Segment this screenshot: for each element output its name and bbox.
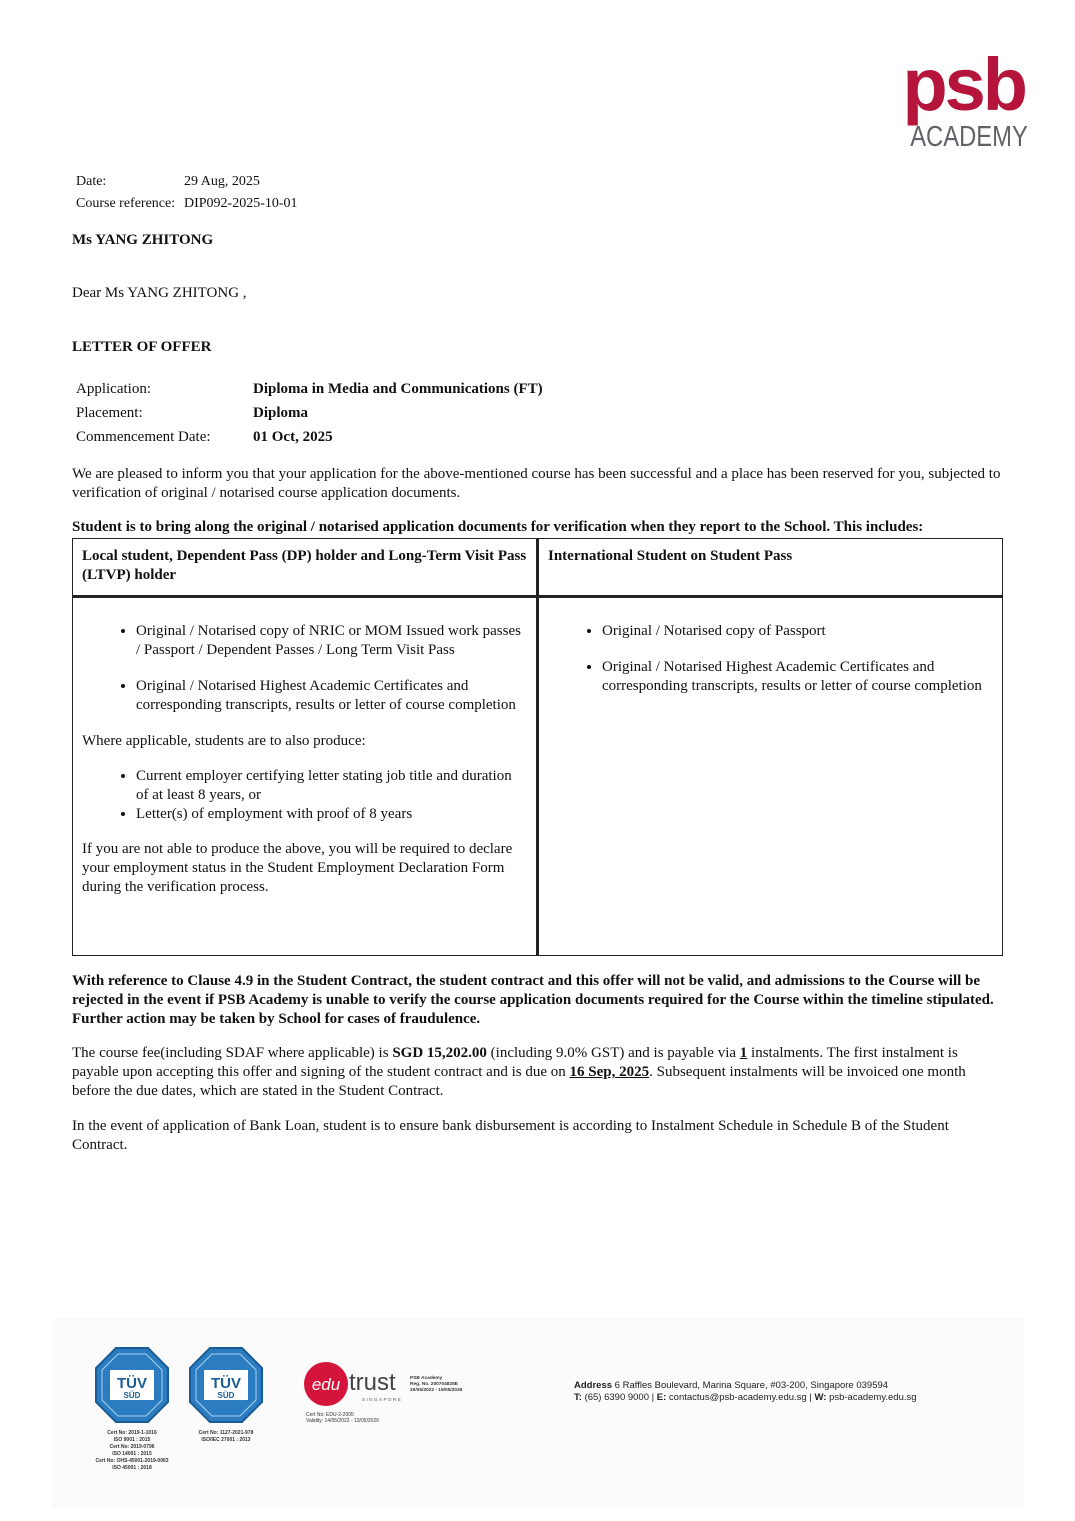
tuv-iso27001-cert-badge bbox=[188, 1346, 264, 1424]
edutrust-registration: PSB Academy Reg. No. 200704825E 20/05/2022 - 19/05/2026 bbox=[410, 1376, 463, 1393]
contact-address: Address 6 Raffles Boulevard, Marina Square, #03-200, Singapore 039594 T: (65) 6390 9000 | E: contactus@psb-academy.edu.sg | W: psb-academy.edu.sg bbox=[574, 1380, 917, 1403]
phone-number: (65) 6390 9000 bbox=[584, 1392, 650, 1403]
international-student-header: International Student on Student Pass bbox=[538, 539, 1003, 597]
list-item: • Current employer certifying letter stating job title and duration of at least 8 years, or bbox=[136, 767, 527, 805]
list-item: • Original / Notarised Highest Academic Certificates and corresponding transcripts, results or letter of course completion bbox=[136, 677, 527, 715]
clause-paragraph: With reference to Clause 4.9 in the Student Contract, the student contract and this offer will not be valid, and admissions to the Course will be rejected in the event if PSB Academy is unable to verify the course application documents required for the Course within the timeline stipulated. Further action may be taken by School for cases of fraudulence. bbox=[72, 973, 994, 1027]
letter-heading: LETTER OF OFFER bbox=[72, 339, 212, 355]
list-item: • Original / Notarised copy of Passport bbox=[602, 622, 993, 641]
placement-value: Diploma bbox=[253, 405, 309, 421]
list-item: • Original / Notarised Highest Academic Certificates and corresponding transcripts, results or letter of course completion bbox=[602, 658, 993, 696]
recipient-name: Ms YANG ZHITONG bbox=[72, 232, 214, 248]
bank-loan-paragraph: In the event of application of Bank Loan, student is to ensure bank disbursement is according to Instalment Schedule in Schedule B of the Student Contract. bbox=[72, 1118, 949, 1153]
course-ref-label: Course reference: bbox=[76, 196, 176, 211]
fee-text: instalments. The first instalment is payable upon accepting this offer and signing of the student contract and is due on bbox=[72, 1045, 958, 1080]
singapore-text: SINGAPORE bbox=[362, 1397, 402, 1402]
local-student-header: Local student, Dependent Pass (DP) holder and Long-Term Visit Pass (LTVP) holder bbox=[73, 539, 538, 597]
course-ref-value: DIP092-2025-10-01 bbox=[184, 196, 298, 211]
fee-text: . Subsequent instalments will be invoiced one month before the due dates, which are stated in the Student Contract. bbox=[72, 1064, 966, 1099]
tuv-text: TÜV bbox=[117, 1375, 147, 1392]
verification-heading: Student is to bring along the original / notarised application documents for verification when they report to the School. This includes: bbox=[72, 519, 924, 535]
international-student-documents bbox=[538, 597, 1003, 956]
logo-psb-text: psb bbox=[902, 43, 1025, 126]
cert1-details: Cert No: 2019-1-1016 ISO 9001 : 2015 Cert No: 2019-0796 ISO 14001 : 2015 Cert No: OHS-45001-2019-0063 ISO 45001 : 2018 bbox=[95, 1430, 169, 1471]
date-label: Date: bbox=[76, 174, 107, 189]
fee-text: The course fee(including SDAF where applicable) is bbox=[72, 1045, 393, 1061]
commencement-label: Commencement Date: bbox=[76, 429, 211, 445]
email-label: E: bbox=[656, 1392, 667, 1403]
course-fee-paragraph bbox=[72, 1044, 1007, 1101]
fee-text: (including 9.0% GST) and is payable via bbox=[486, 1045, 740, 1061]
application-label: Application: bbox=[76, 381, 151, 397]
placement-label: Placement: bbox=[76, 405, 143, 421]
trust-text: trust bbox=[349, 1369, 396, 1396]
application-details bbox=[76, 377, 543, 449]
employment-declaration-note: If you are not able to produce the above, you will be required to declare your employment status in the Student Employment Declaration Form during the verification process. bbox=[82, 841, 513, 895]
sud-text: SÜD bbox=[217, 1391, 235, 1400]
address-label: Address bbox=[574, 1380, 613, 1391]
psb-academy-logo bbox=[885, 43, 1028, 153]
date-value: 29 Aug, 2025 bbox=[184, 174, 260, 189]
edutrust-cert: Cert No: EDU-2-2005 Validity: 14/05/2022 - 13/05/2026 bbox=[306, 1412, 380, 1424]
application-value: Diploma in Media and Communications (FT) bbox=[253, 381, 543, 397]
letter-meta bbox=[76, 171, 298, 215]
instalment-count: 1 bbox=[739, 1045, 748, 1061]
phone-label: T: bbox=[574, 1392, 582, 1403]
salutation: Dear Ms YANG ZHITONG , bbox=[72, 285, 247, 301]
web-label: W: bbox=[814, 1392, 827, 1403]
documents-table bbox=[72, 538, 1003, 956]
list-item: • Original / Notarised copy of NRIC or MOM Issued work passes / Passport / Dependent Passes / Long Term Visit Pass bbox=[136, 622, 527, 660]
sud-text: SÜD bbox=[123, 1391, 141, 1400]
tuv-iso-cert-badge bbox=[94, 1346, 170, 1424]
where-applicable-text: Where applicable, students are to also produce: bbox=[82, 733, 366, 749]
logo-academy-text: ACADEMY bbox=[910, 121, 1028, 153]
list-item: • Letter(s) of employment with proof of 8 years bbox=[136, 805, 527, 824]
fee-amount: SGD 15,202.00 bbox=[392, 1045, 487, 1061]
due-date: 16 Sep, 2025 bbox=[569, 1064, 650, 1080]
commencement-value: 01 Oct, 2025 bbox=[253, 429, 333, 445]
address-text: 6 Raffles Boulevard, Marina Square, #03-200, Singapore 039594 bbox=[614, 1380, 889, 1391]
edu-text: edu bbox=[311, 1375, 341, 1394]
cert2-details: Cert No: 1127-2021-978 ISO/IEC 27001 : 2013 bbox=[198, 1430, 254, 1443]
intro-paragraph: We are pleased to inform you that your application for the above-mentioned course has been successful and a place has been reserved for you, subjected to verification of original / notarised course application documents. bbox=[72, 466, 1001, 501]
local-student-documents bbox=[73, 597, 538, 956]
email-address[interactable]: contactus@psb-academy.edu.sg bbox=[668, 1392, 807, 1403]
website-link[interactable]: psb-academy.edu.sg bbox=[829, 1392, 917, 1403]
footer bbox=[52, 1318, 1024, 1508]
edutrust-logo bbox=[302, 1358, 492, 1428]
tuv-text: TÜV bbox=[211, 1375, 241, 1392]
